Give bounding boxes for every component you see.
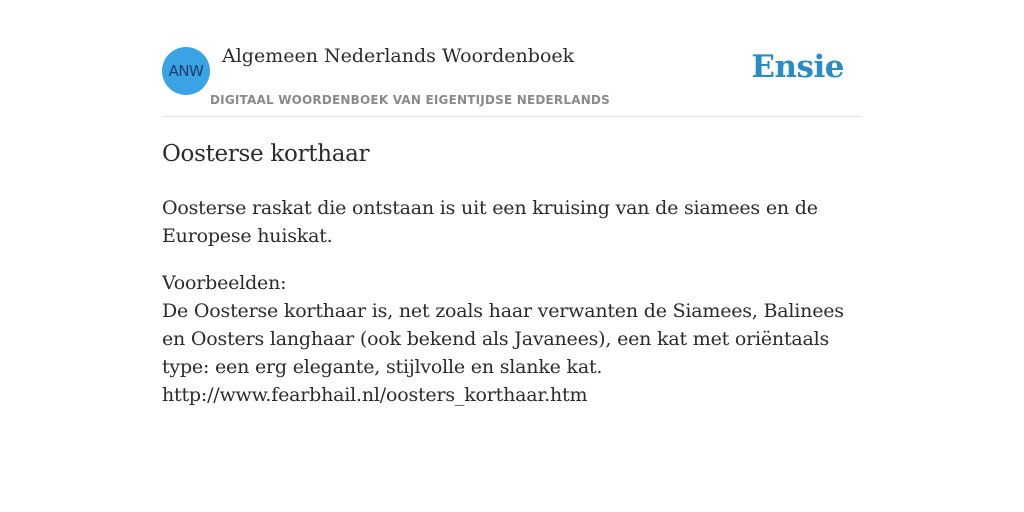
site-title[interactable]: Algemeen Nederlands Woordenboek	[222, 45, 575, 67]
ensie-brand-logo[interactable]: Ensie	[751, 49, 844, 85]
entry-definition: Oosterse raskat die ontstaan is uit een kruising van de siamees en de Europese huiskat.	[162, 197, 818, 247]
entry-content	[162, 138, 862, 409]
examples-label: Voorbeelden:	[162, 272, 287, 294]
entry-title: Oosterse korthaar	[162, 141, 370, 167]
logo-text: ANW	[168, 62, 204, 80]
example-text: De Oosterse korthaar is, net zoals haar verwanten de Siamees, Balinees en Oosters langhaar (ook bekend als Javanees), een kat met oriëntaals type: een erg elegante, stijlvolle en slanke kat.	[162, 300, 844, 378]
site-subtitle: DIGITAAL WOORDENBOEK VAN EIGENTIJDSE NEDERLANDS	[210, 93, 610, 107]
anw-logo[interactable]	[162, 47, 210, 95]
example-source: http://www.fearbhail.nl/oosters_korthaar.htm	[162, 384, 588, 406]
examples-section	[162, 269, 862, 409]
site-header	[162, 0, 862, 117]
